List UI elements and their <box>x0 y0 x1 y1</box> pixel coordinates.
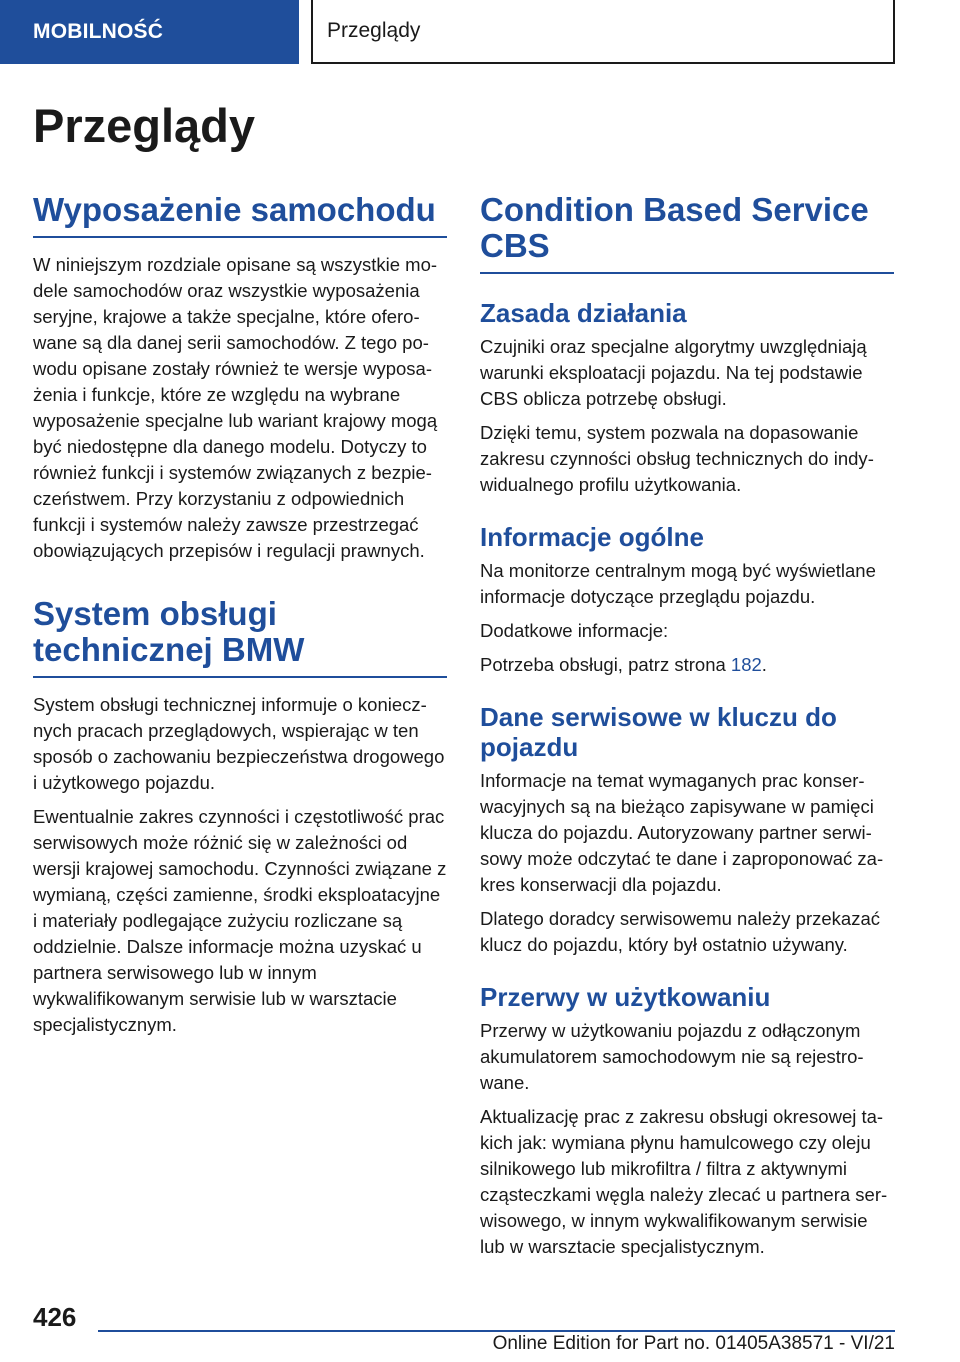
header-section-tab <box>0 0 299 64</box>
paragraph-key-1: Informacje na temat wymaganych prac konserwacyjnych są na bieżąco zapisywane w pamięci klucza do pojazdu. Autoryzowany partner serwisowy może odczytać te dane i zaproponować zakres konserwacji dla pojazdu. <box>480 770 884 895</box>
paragraph-general-2: Dodatkowe informacje: <box>480 620 669 641</box>
paragraph-principle-2: Dzięki temu, system pozwala na dopasowanie zakresu czynności obsług technicznych do indywidualnego profilu użytkowania. <box>480 422 874 495</box>
heading-equipment: Wyposażenie samochodu <box>33 192 447 238</box>
header-chapter-label: Przeglądy <box>327 19 421 42</box>
paragraph-breaks-2: Aktualizację prac z zakresu obsługi okresowej takich jak: wymiana płynu hamulcowego czy oleju silnikowego lub mikrofiltra / filtra z aktywnymi cząsteczkami węgla należy zlecać u partnera serwisowego, w innym wykwalifikowanym serwisie lub w warsztacie specjalistycznym. <box>480 1106 888 1257</box>
footer-divider <box>98 1330 895 1332</box>
heading-key-data: Dane serwisowe w kluczu do pojazdu <box>480 702 837 762</box>
heading-service-system: System obsługi technicznej BMW <box>33 596 447 678</box>
paragraph-equipment: W niniejszym rozdziale opisane są wszystkie modele samochodów oraz wszystkie wyposażenia seryjne, krajowe a także specjalne, które oferowane są dla danej serii samochodów. Z tego powodu opisane zostały również te wersje wyposażenia i funkcje, które ze względu na wybrane wyposażenie specjalne lub wariant krajowy mogą być niedostępne dla danego modelu. Dotyczy to również funkcji i systemów związanych z bezpieczeństwem. Przy korzystaniu z odpowiednich funkcji i systemów należy zawsze przestrzegać obowiązujących przepisów i regulacji prawnych. <box>33 254 438 561</box>
page-number: 426 <box>33 1302 77 1332</box>
left-column <box>33 192 447 1038</box>
footer-edition: Online Edition for Part no. 01405A38571 - VI/21 <box>492 1333 895 1354</box>
heading-principle: Zasada działania <box>480 298 687 328</box>
page-title: Przeglądy <box>33 99 256 152</box>
paragraph-service-2: Ewentualnie zakres czynności i częstotliwość prac serwisowych może różnić się w zależności od wersji krajowej samochodu. Czynności związane z wymianą, części zamienne, środki eksploatacyjne i materiały podlegające zużyciu rozliczane są oddzielnie. Dalsze informacje można uzyskać u partnera serwisowego lub w innym wykwalifikowanym serwisie lub w warsztacie specjalistycznym. <box>33 806 447 1035</box>
paragraph-service-1: System obsługi technicznej informuje o koniecznych pracach przeglądowych, wspierając w ten sposób o zachowaniu bezpieczeństwa drogowego i użytkowego pojazdu. <box>33 694 445 793</box>
paragraph-principle-1: Czujniki oraz specjalne algorytmy uwzględniają warunki eksploatacji pojazdu. Na tej podstawie CBS oblicza potrzebę obsługi. <box>480 336 867 409</box>
heading-cbs: Condition Based Service CBS <box>480 192 894 274</box>
heading-breaks: Przerwy w użytkowaniu <box>480 982 771 1012</box>
page-reference-link[interactable]: 182 <box>730 654 762 675</box>
right-column <box>480 192 894 1260</box>
paragraph-general-3 <box>480 652 894 678</box>
paragraph-breaks-1: Przerwy w użytkowaniu pojazdu z odłączonym akumulatorem samochodowym nie są rejestrowane. <box>480 1020 864 1093</box>
header-section-label: MOBILNOŚĆ <box>33 20 164 43</box>
paragraph-general-1: Na monitorze centralnym mogą być wyświetlane informacje dotyczące przeglądu pojazdu. <box>480 560 876 607</box>
paragraph-key-2: Dlatego doradcy serwisowemu należy przekazać klucz do pojazdu, który był ostatnio używany. <box>480 908 880 955</box>
heading-general: Informacje ogólne <box>480 522 704 552</box>
paragraph-general-3-text: Potrzeba obsługi, patrz strona <box>480 654 731 675</box>
header-chapter-box <box>311 0 895 64</box>
paragraph-general-3-end: . <box>761 654 767 675</box>
